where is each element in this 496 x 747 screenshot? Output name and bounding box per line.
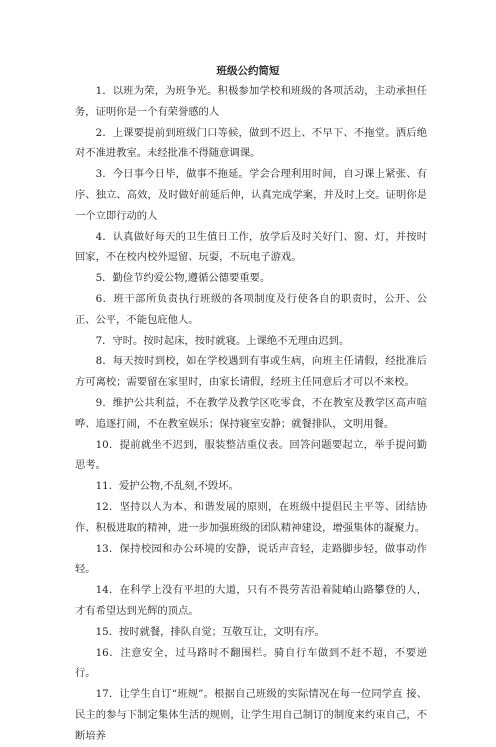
rule-item-14: 14．在科学上没有平坦的大道，只有不畏劳苦沿着陡峭山路攀登的人，才有希望达到光辉的顶点。	[75, 584, 427, 617]
rule-item-8: 8．每天按时到校，如在学校遇到有事或生病，向班主任请假，经批准后方可离校；需要留在家里时，由家长请假，经班主任同意后才可以不来校。	[75, 355, 427, 389]
rule-item-11: 11．爱护公物,不乱刻,不毁坏。	[95, 480, 239, 493]
rule-item-13: 13．保持校园和办公环境的安静，说话声音轻，走路脚步轻，做事动作轻。	[75, 542, 427, 576]
document-title: 班级公约简短	[216, 65, 280, 77]
rule-item-2: 2．上课要提前到班级门口等候，做到不迟上、不早下、不拖堂。洒后绝对不准进教室。未经批准不得随意调课。	[75, 126, 427, 160]
rule-item-17: 17．让学生自订“班规”。根据自己班级的实际情况在每一位同学直 接、民主的参与下制定集体生活的规则，让学生用自己制订的制度来约束自己，不断培养	[75, 688, 427, 742]
rule-item-1: 1．以班为荣，为班争光。积极参加学校和班级的各项活动，主动承担任务，证明你是一个有荣誉感的人	[75, 85, 427, 118]
rule-item-9: 9．维护公共利益，不在教学及教学区吃零食，不在教室及教学区高声喧哗、追逐打闹，不在教室娱乐；保持寝室安静；就餐排队，文明用餐。	[75, 396, 427, 430]
rule-item-4: 4．认真做好每天的卫生值日工作，放学后及时关好门、窗、灯，并按时回家，不在校内校外逗留、玩耍，不玩电子游戏。	[75, 230, 427, 264]
rule-item-12: 12．坚持以人为本、和谐发展的原则，在班级中提倡民主平等、团结协作、积极进取的精神，进一步加强班级的团队精神建设，增强集体的凝聚力。	[75, 500, 427, 534]
rule-item-7: 7．守时。按时起床，按时就寝。上课绝不无理由迟到。	[95, 334, 350, 347]
rule-item-10: 10．提前就坐不迟到，服装整洁重仪表。回答问题要起立，举手提问勤思考。	[75, 438, 427, 472]
rule-item-3: 3．今日事今日毕，做事不拖延。学会合理利用时间，自习课上紧张、有序、独立、高效，及时做好前延后伸，认真完成学案，并及时上交。证明你是一个立即行动的人	[75, 168, 427, 222]
rule-item-15: 15．按时就餐，排队自觉；互敬互让，文明有序。	[95, 625, 325, 638]
rule-item-6: 6．班干部所负责执行班级的各项制度及行使各自的职责时，公开、公正、公平，不能包庇他人。	[75, 292, 427, 326]
document-body	[75, 81, 427, 747]
rule-item-5: 5．勤俭节约爱公物,遵循公德要重要。	[95, 272, 271, 285]
rule-item-16: 16．注意安全，过马路时不翻围栏。骑自行车做到不赶不超，不要逆行。	[75, 646, 427, 680]
